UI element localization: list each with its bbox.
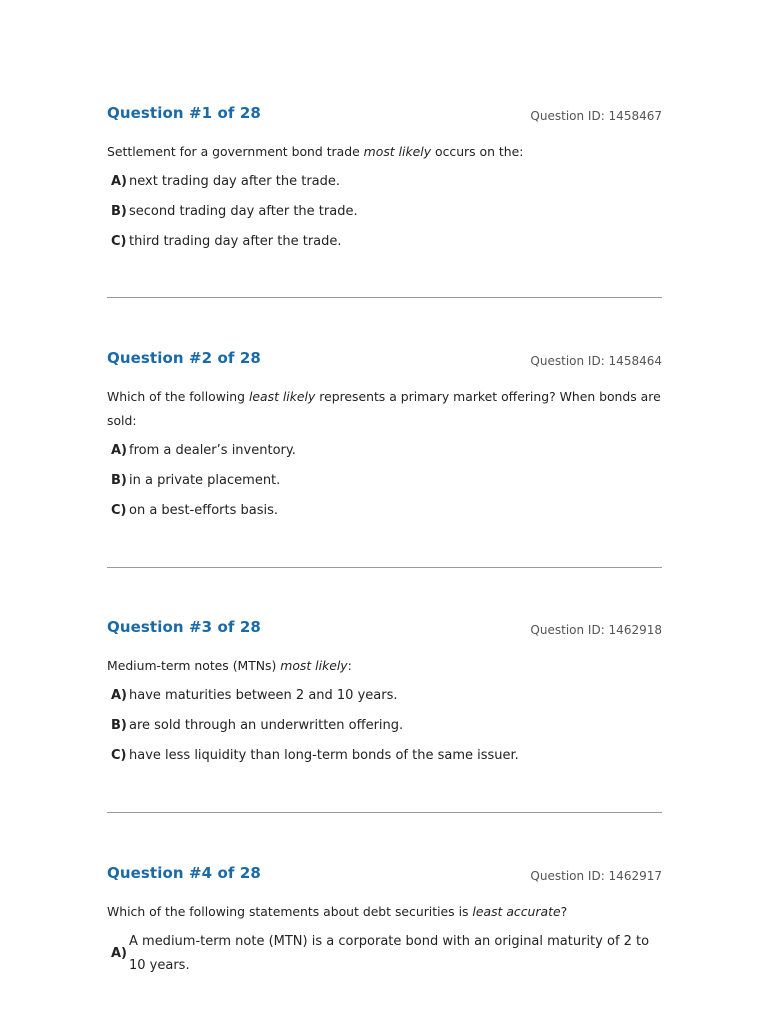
question-header [107, 104, 662, 130]
answer-option-a[interactable] [107, 930, 662, 978]
question-id: Question ID: 1458464 [530, 354, 662, 368]
stem-text: represents a primary market offering? When bonds are sold: [107, 389, 661, 428]
stem-emphasis: least likely [248, 389, 316, 404]
answer-letter: C) [111, 503, 127, 518]
question-header [107, 864, 662, 890]
answer-letter: A) [111, 688, 128, 703]
question-header [107, 349, 662, 375]
answer-letter: B) [111, 204, 127, 219]
stem-text: ? [560, 904, 568, 919]
answer-option-a[interactable] [107, 439, 662, 469]
answer-letter: A) [111, 443, 128, 458]
answer-option-b[interactable] [107, 714, 662, 744]
stem-emphasis: least accurate [472, 904, 561, 919]
answer-letter: A) [111, 946, 128, 961]
question-id: Question ID: 1462918 [530, 623, 662, 637]
answer-option-c[interactable] [107, 499, 662, 529]
answer-option-c[interactable] [107, 744, 662, 774]
answer-option-b[interactable] [107, 469, 662, 499]
question-title: Question #1 of 28 [107, 104, 261, 122]
answer-text: have maturities between 2 and 10 years. [129, 688, 398, 703]
question-stem [107, 654, 662, 678]
stem-text: Which of the following [107, 389, 249, 404]
answer-text: next trading day after the trade. [129, 174, 341, 189]
answer-list [107, 930, 662, 978]
question-title: Question #2 of 28 [107, 349, 261, 367]
answer-text: third trading day after the trade. [129, 234, 342, 249]
question-divider [107, 812, 662, 813]
answer-text: from a dealer’s inventory. [129, 443, 296, 458]
answer-text: are sold through an underwritten offering. [129, 718, 404, 733]
answer-option-b[interactable] [107, 200, 662, 230]
question-2 [107, 349, 662, 529]
answer-list [107, 439, 662, 529]
question-title: Question #3 of 28 [107, 618, 261, 636]
answer-list [107, 684, 662, 774]
question-stem [107, 900, 662, 924]
answer-list [107, 170, 662, 260]
question-divider [107, 567, 662, 568]
answer-option-a[interactable] [107, 684, 662, 714]
answer-text: second trading day after the trade. [129, 204, 358, 219]
question-header [107, 618, 662, 644]
answer-letter: B) [111, 473, 127, 488]
answer-letter: C) [111, 748, 127, 763]
answer-option-a[interactable] [107, 170, 662, 200]
question-title: Question #4 of 28 [107, 864, 261, 882]
question-id: Question ID: 1462917 [530, 869, 662, 883]
question-stem [107, 385, 662, 433]
stem-text: Which of the following statements about debt securities is [107, 904, 473, 919]
answer-text: in a private placement. [129, 473, 281, 488]
question-id: Question ID: 1458467 [530, 109, 662, 123]
question-stem [107, 140, 662, 164]
stem-emphasis: most likely [363, 144, 432, 159]
stem-text: : [347, 658, 352, 673]
stem-text: Settlement for a government bond trade [107, 144, 364, 159]
stem-emphasis: most likely [280, 658, 348, 673]
answer-text: have less liquidity than long-term bonds of the same issuer. [129, 748, 519, 763]
question-divider [107, 297, 662, 298]
answer-option-c[interactable] [107, 230, 662, 260]
question-4 [107, 864, 662, 978]
stem-text: occurs on the: [431, 144, 524, 159]
question-1 [107, 104, 662, 260]
question-3 [107, 618, 662, 774]
answer-letter: A) [111, 174, 128, 189]
stem-text: Medium-term notes (MTNs) [107, 658, 281, 673]
answer-letter: B) [111, 718, 127, 733]
answer-letter: C) [111, 234, 127, 249]
answer-text: on a best-efforts basis. [129, 503, 278, 518]
answer-text: A medium-term note (MTN) is a corporate bond with an original maturity of 2 to 10 years. [129, 934, 650, 973]
